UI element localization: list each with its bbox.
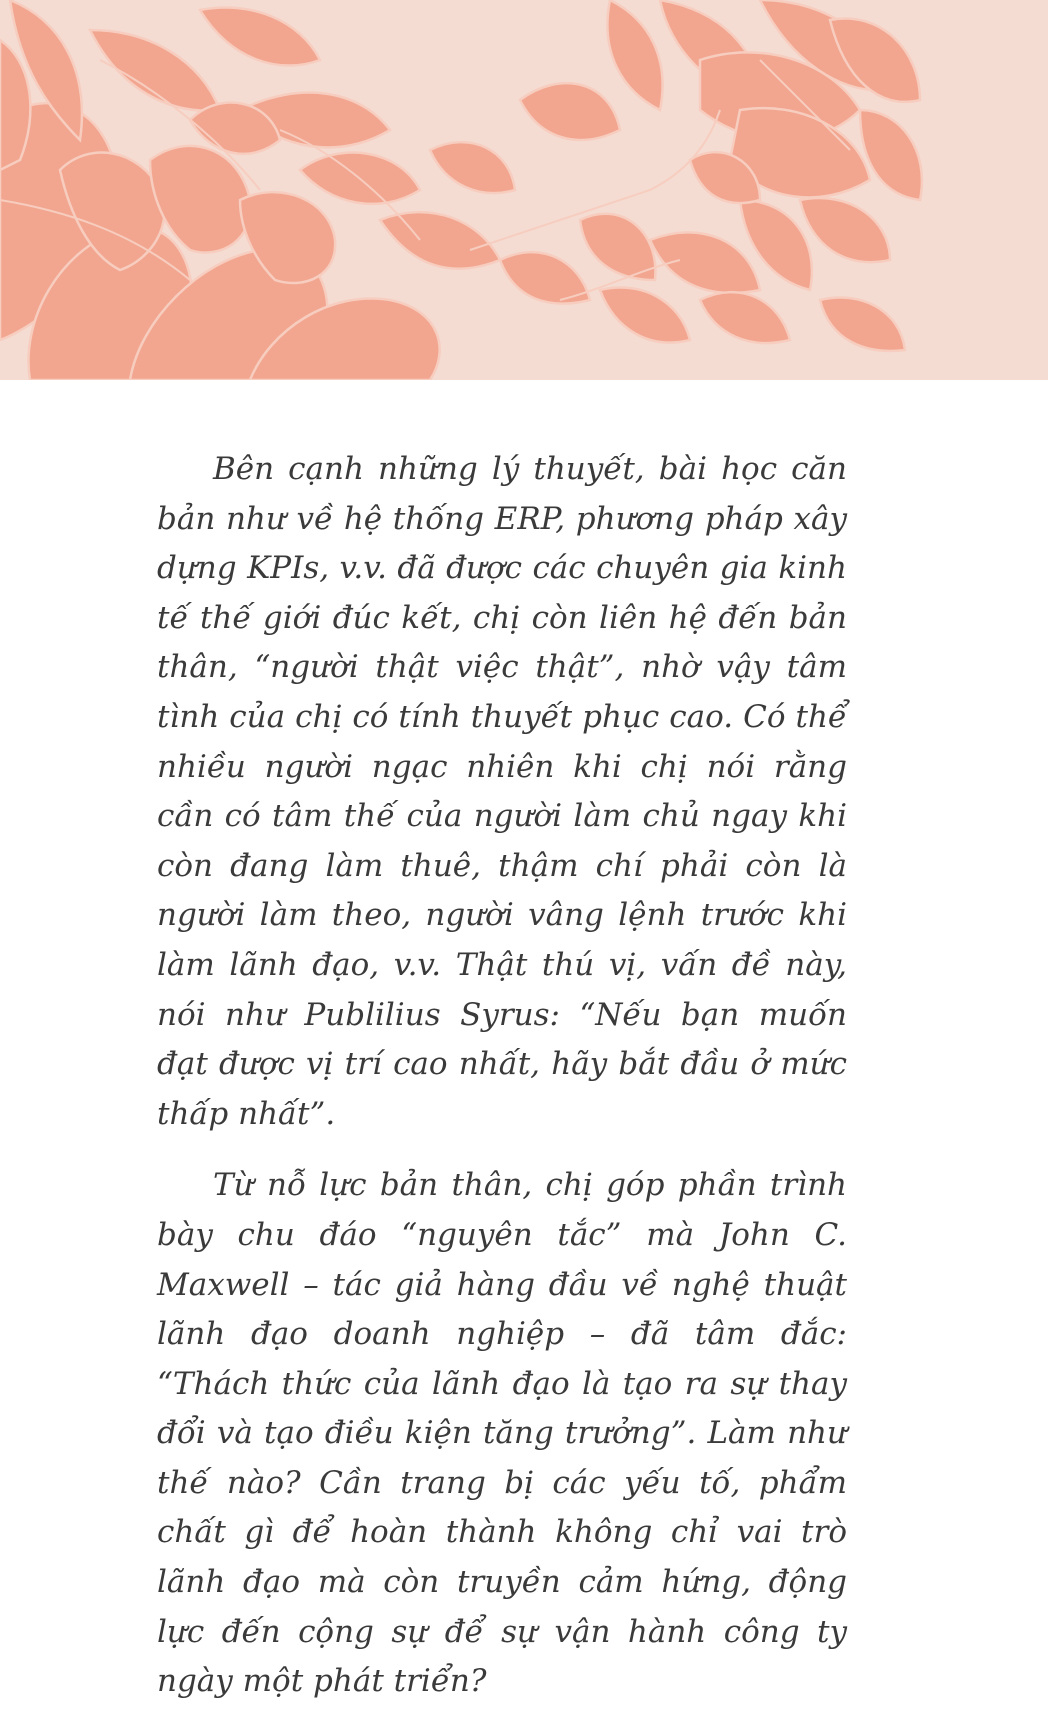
body-text xyxy=(157,445,847,1729)
peony-floral-icon xyxy=(0,0,1048,380)
floral-banner xyxy=(0,0,1048,380)
paragraph: Bên cạnh những lý thuyết, bài học căn bản như về hệ thống ERP, phương pháp xây dựng KPIs, v.v. đã được các chuyên gia kinh tế thế giới đúc kết, chị còn liên hệ đến bản thân, “người thật việc thật”, nhờ vậy tâm tình của chị có tính thuyết phục cao. Có thể nhiều người ngạc nhiên khi chị nói rằng cần có tâm thế của người làm chủ ngay khi còn đang làm thuê, thậm chí phải còn là người làm theo, người vâng lệnh trước khi làm lãnh đạo, v.v. Thật thú vị, vấn đề này, nói như Publilius Syrus: “Nếu bạn muốn đạt được vị trí cao nhất, hãy bắt đầu ở mức thấp nhất”. xyxy=(157,451,847,1132)
paragraph: Từ nỗ lực bản thân, chị góp phần trình bày chu đáo “nguyên tắc” mà John C. Maxwell – tác giả hàng đầu về nghệ thuật lãnh đạo doanh nghiệp – đã tâm đắc: “Thách thức của lãnh đạo là tạo ra sự thay đổi và tạo điều kiện tăng trưởng”. Làm như thế nào? Cần trang bị các yếu tố, phẩm chất gì để hoàn thành không chỉ vai trò lãnh đạo mà còn truyền cảm hứng, động lực đến cộng sự để sự vận hành công ty ngày một phát triển? xyxy=(157,1167,847,1700)
